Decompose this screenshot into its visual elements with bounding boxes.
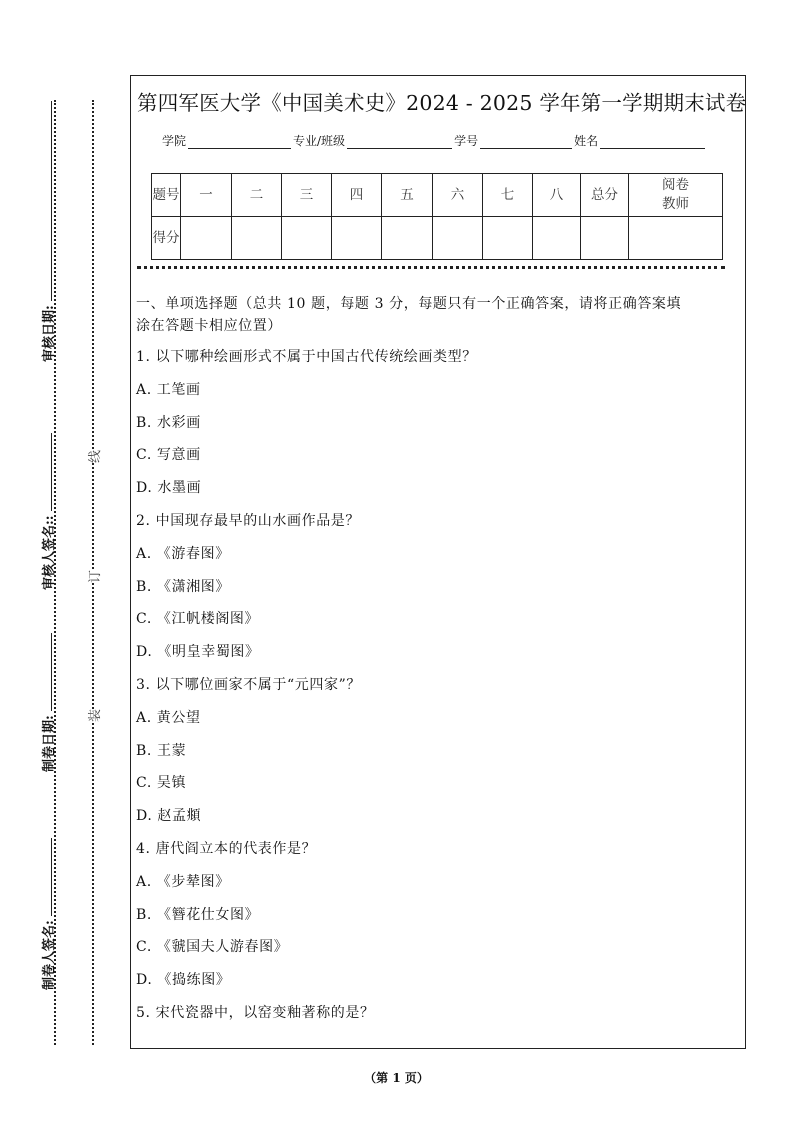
score-cell[interactable] <box>533 217 581 260</box>
score-cell[interactable] <box>232 217 282 260</box>
dotted-divider <box>137 266 725 269</box>
answer-option[interactable]: A. 工笔画 <box>136 381 201 398</box>
bind-mark-zhuang: 装 <box>84 709 103 722</box>
score-cell[interactable] <box>282 217 332 260</box>
section-heading-cont: 涂在答题卡相应位置） <box>136 318 282 334</box>
question-text: 1. 以下哪种绘画形式不属于中国古代传统绘画类型？ <box>136 349 477 365</box>
answer-option[interactable]: B. 《潇湘图》 <box>136 578 230 595</box>
score-cell[interactable] <box>581 217 629 260</box>
score-cell[interactable] <box>433 217 483 260</box>
question-text: 2. 中国现存最早的山水画作品是？ <box>136 513 361 529</box>
maker-date-line <box>43 633 52 711</box>
college-label: 学院 <box>162 134 187 148</box>
answer-option[interactable]: B. 王蒙 <box>136 742 187 759</box>
student-info <box>162 132 707 149</box>
college-field[interactable] <box>188 134 291 149</box>
student-id-field[interactable] <box>480 134 572 149</box>
bind-mark-ding: 订 <box>84 570 103 583</box>
column-header: 总分 <box>581 174 629 217</box>
table-row <box>152 174 723 217</box>
page-title: 第四军医大学《中国美术史》2024 - 2025 学年第一学期期末试卷 <box>137 91 747 115</box>
question-text: 3. 以下哪位画家不属于“元四家”？ <box>136 677 361 693</box>
answer-option[interactable]: C. 写意画 <box>136 447 201 464</box>
answer-option[interactable]: D. 赵孟頫 <box>136 808 202 825</box>
name-label: 姓名 <box>574 134 599 148</box>
answer-option[interactable]: A. 《步辇图》 <box>136 873 230 890</box>
reviewer-signature-label: 审核人签名:: <box>42 515 57 590</box>
column-header: 六 <box>433 174 483 217</box>
score-cell[interactable] <box>629 217 723 260</box>
table-row <box>152 217 723 260</box>
section-heading: 一、单项选择题（总共 10 题，每题 3 分，每题只有一个正确答案，请将正确答案填 <box>136 296 682 312</box>
column-header: 阅卷教师 <box>629 174 723 217</box>
column-header: 四 <box>332 174 382 217</box>
column-header: 三 <box>282 174 332 217</box>
page-number: （第 1 页） <box>364 1071 429 1085</box>
answer-option[interactable]: A. 《游春图》 <box>136 545 230 562</box>
score-cell[interactable] <box>382 217 433 260</box>
question-text: 5. 宋代瓷器中，以窑变釉著称的是？ <box>136 1005 375 1021</box>
maker-signature-label: 制卷人签名: <box>42 920 57 990</box>
column-header: 八 <box>533 174 581 217</box>
header-cell: 题号 <box>152 174 181 217</box>
score-cell[interactable] <box>483 217 533 260</box>
answer-option[interactable]: B. 《簪花仕女图》 <box>136 906 260 923</box>
question-text: 4. 唐代阎立本的代表作是？ <box>136 841 317 857</box>
answer-option[interactable]: D. 《捣练图》 <box>136 972 231 989</box>
reviewer-signature-field <box>38 433 57 590</box>
maker-signature-field <box>38 838 57 990</box>
review-date-label: 审核日期: <box>42 305 57 362</box>
score-table <box>151 173 723 260</box>
column-header: 一 <box>181 174 232 217</box>
review-date-line <box>43 101 52 301</box>
name-field[interactable] <box>600 134 705 149</box>
score-cell[interactable] <box>332 217 382 260</box>
answer-option[interactable]: C. 《虢国夫人游春图》 <box>136 939 289 956</box>
major-field[interactable] <box>347 134 452 149</box>
column-header: 二 <box>232 174 282 217</box>
score-cell[interactable] <box>181 217 232 260</box>
major-label: 专业/班级 <box>293 134 346 148</box>
review-date-field <box>38 101 57 362</box>
reviewer-signature-line <box>43 433 52 511</box>
answer-option[interactable]: C. 《江帆楼阁图》 <box>136 611 260 628</box>
answer-option[interactable]: C. 吴镇 <box>136 775 187 792</box>
answer-option[interactable]: D. 《明皇幸蜀图》 <box>136 644 260 661</box>
maker-date-label: 制卷日期: <box>42 715 57 772</box>
answer-option[interactable]: D. 水墨画 <box>136 480 202 497</box>
student-id-label: 学号 <box>454 134 479 148</box>
answer-option[interactable]: A. 黄公望 <box>136 709 201 726</box>
header-cell: 得分 <box>152 217 181 260</box>
answer-option[interactable]: B. 水彩画 <box>136 414 201 431</box>
bind-mark-xian: 线 <box>84 450 103 463</box>
column-header: 七 <box>483 174 533 217</box>
maker-date-field <box>38 633 57 772</box>
column-header: 五 <box>382 174 433 217</box>
maker-signature-line <box>43 838 52 916</box>
